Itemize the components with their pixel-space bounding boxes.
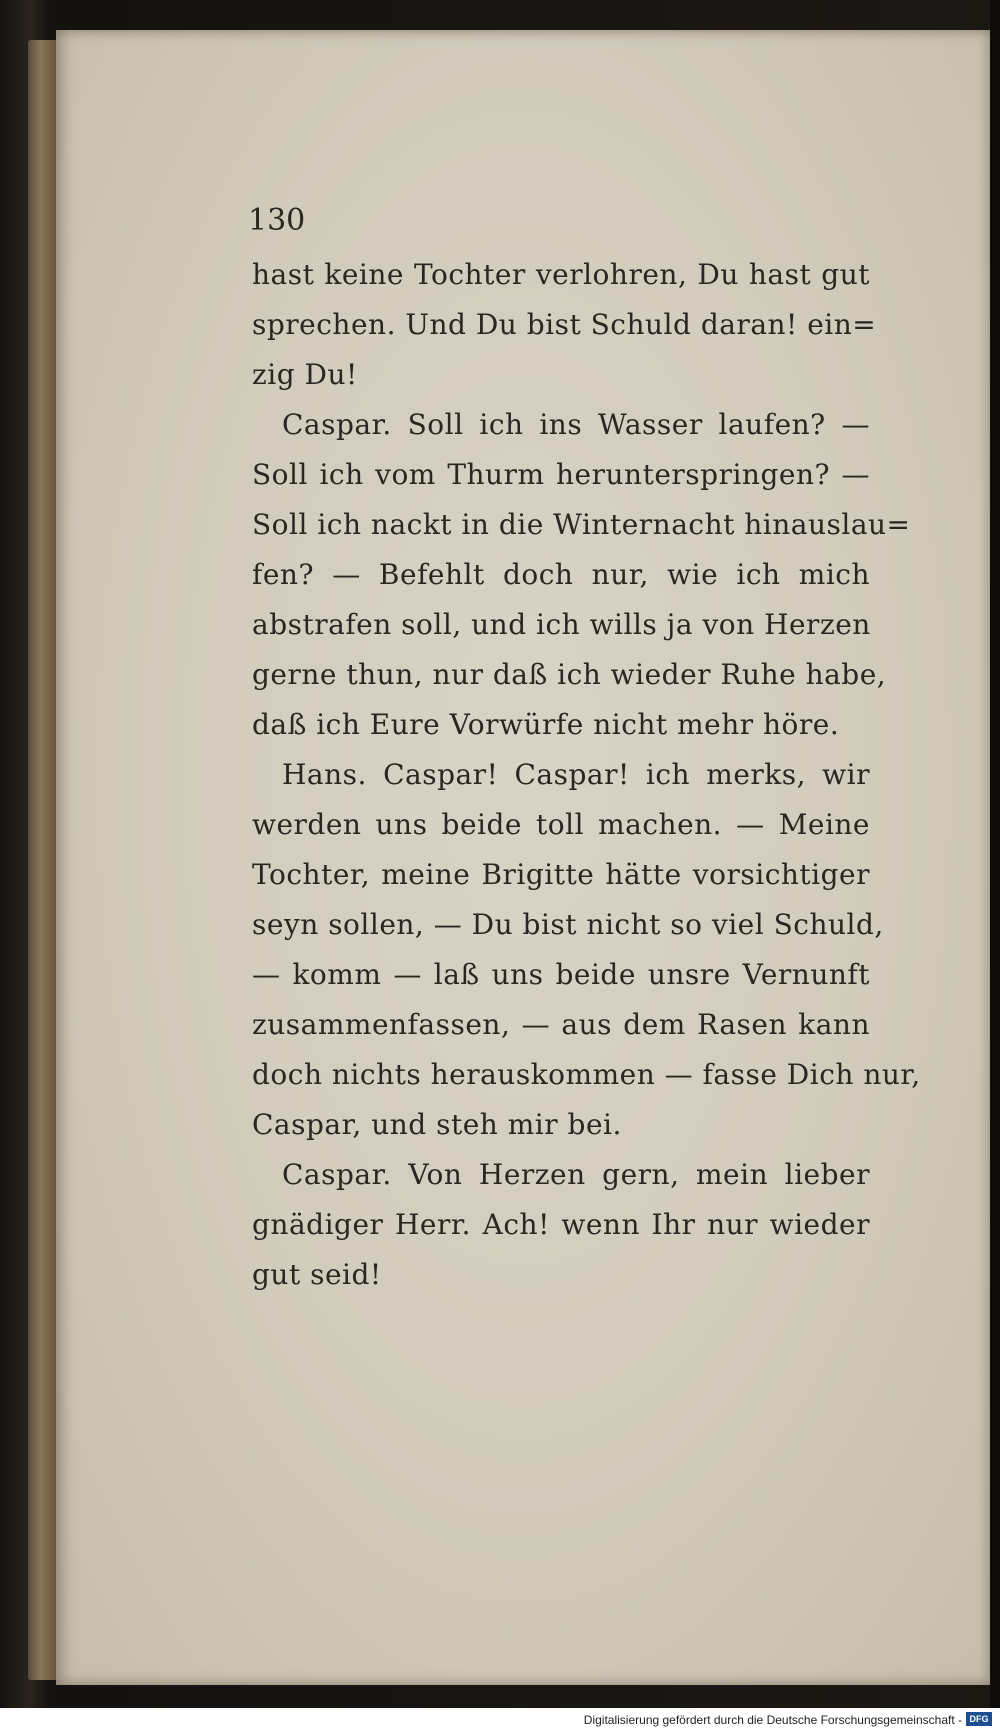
text-line: gerne thun, nur daß ich wieder Ruhe habe,: [252, 658, 887, 691]
footer-bar: [0, 1708, 1000, 1730]
footer-credit: Digitalisierung gefördert durch die Deutsche Forschungsgemeinschaft -: [583, 1713, 962, 1727]
text-line: Caspar. Von Herzen gern, mein lieber: [282, 1158, 870, 1191]
text-line: Soll ich vom Thurm herunterspringen? —: [252, 458, 870, 491]
page-number: 130: [248, 203, 306, 238]
scan-border-right: [990, 0, 1000, 1730]
dfg-logo: DFG: [966, 1712, 992, 1726]
text-line: abstrafen soll, und ich wills ja von Herzen: [252, 608, 871, 641]
text-line: Caspar, und steh mir bei.: [252, 1108, 622, 1141]
text-line: sprechen. Und Du bist Schuld daran! ein=: [252, 308, 877, 341]
text-line: seyn sollen, — Du bist nicht so viel Schuld,: [252, 908, 884, 941]
text-line: gnädiger Herr. Ach! wenn Ihr nur wieder: [252, 1208, 870, 1241]
text-line: werden uns beide toll machen. — Meine: [252, 808, 870, 841]
text-line: zusammenfassen, — aus dem Rasen kann: [252, 1008, 870, 1041]
text-line: zig Du!: [252, 358, 358, 391]
text-line: Tochter, meine Brigitte hätte vorsichtiger: [252, 858, 870, 891]
text-line: doch nichts herauskommen — fasse Dich nur,: [252, 1058, 921, 1091]
text-line: hast keine Tochter verlohren, Du hast gut: [252, 258, 870, 291]
text-line: fen? — Befehlt doch nur, wie ich mich: [252, 558, 870, 591]
text-line: gut seid!: [252, 1258, 382, 1291]
text-line: Caspar. Soll ich ins Wasser laufen? —: [282, 408, 870, 441]
text-line: daß ich Eure Vorwürfe nicht mehr höre.: [252, 708, 840, 741]
text-line: Soll ich nackt in die Winternacht hinauslau=: [252, 508, 911, 541]
text-line: Hans. Caspar! Caspar! ich merks, wir: [282, 758, 870, 791]
text-line: — komm — laß uns beide unsre Vernunft: [252, 958, 870, 991]
